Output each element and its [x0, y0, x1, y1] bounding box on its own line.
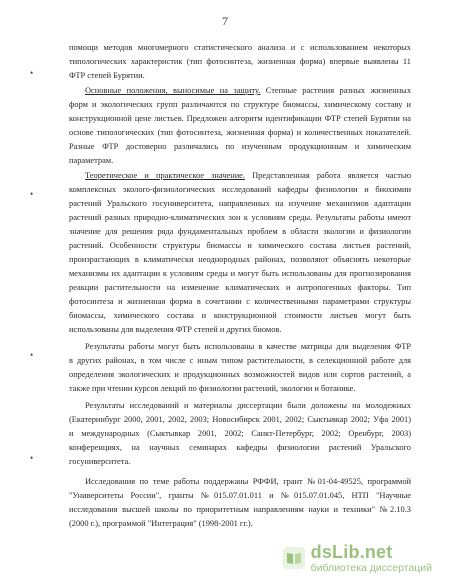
text-line: форм и экологических групп различаются по структуре биомассы, химическому составу и	[69, 100, 411, 109]
margin-bullet-icon: •	[30, 68, 34, 78]
text-line: ФТР степей Бурятии.	[69, 71, 145, 80]
text-line: параметрам.	[69, 156, 114, 165]
text-line: Результаты исследований и материалы диссертации были доложены на молодежных	[85, 401, 411, 410]
text-line: произрастающих в климатически неоднородных районах, позволяют объяснять некоторые	[69, 255, 411, 264]
heading-significance: Теоретическое и практическое значение.	[85, 171, 245, 180]
text-line: помощи методов многомерного статистического анализа и с использованием некоторых	[69, 43, 411, 52]
text-line: основе типологических (тип фотосинтеза, жизненная форма) и количественных показателей.	[69, 128, 411, 137]
text-line: растений Уральского госуниверситета, направленных на изучение механизмов адаптации	[69, 199, 411, 208]
text-line: исследования высшей школы по приоритетным направлениям науки и техники" №2.10.3	[69, 505, 411, 514]
page-number: 7	[222, 14, 228, 28]
text-line: типологических характеристик (тип фотосинтеза, жизненная форма) впервые выявлены 11	[69, 57, 411, 66]
text-line: биомассы, химического состава и конструкционной стоимости листьев могут быть	[69, 311, 411, 320]
text-line: также при чтении курсов лекций по физиологии растений, экологии и ботанике.	[69, 384, 356, 393]
text-line: конструкционной цене листьев. Предложен алгоритм идентификации ФТР степей Бурятии на	[69, 114, 411, 123]
text-line: комплексных эколого-физиологических исследований кафедры физиологии и биохимии	[69, 185, 411, 194]
text-line: определения экологических и продукционных возможностей видов или сортов растений, а	[69, 370, 411, 379]
text-line: растений разных природно-климатических зон к условиям среды. Результаты работы имеют	[69, 213, 411, 222]
watermark-brand: dsLib.net	[310, 541, 393, 562]
text-line: Результаты работы могут быть использованы в качестве матрицы для выделения ФТР	[85, 342, 411, 351]
text-segment: Степные растения разных жизненных	[260, 86, 411, 95]
text-line: конференциях, на научных семинарах кафедры физиологии растений Уральского	[69, 443, 411, 452]
text-line: использованы для выделения ФТР степей и других биомов.	[69, 325, 282, 334]
heading-defense: Основные положения, выносимые на защиту.	[85, 86, 261, 95]
text-line-heading-defense	[85, 85, 411, 97]
text-line: значение для решения ряда фундаментальных проблем в области экологии и физиологии	[69, 227, 411, 236]
text-line: Исследования по теме работы поддержаны РФФИ, грант №01-04-49525, программой	[85, 477, 411, 486]
text-line-heading-significance	[85, 170, 411, 182]
text-line: в других районах, в том числе с иным типом растительности, в селекционной работе для	[69, 356, 411, 365]
text-line: реакции растительности на изменение климатических и антропогенных факторы. Тип	[69, 283, 411, 292]
book-icon	[283, 547, 305, 569]
text-line: (Екатеринбург 2000, 2001, 2002, 2003; Новосибирск 2001, 2002; Сыктывкар 2002; Уфа 2001)	[69, 415, 411, 424]
text-line: растений. Особенности структуры биомассы и химического состава листьев растений,	[69, 241, 411, 250]
margin-bullet-icon: •	[30, 350, 34, 360]
text-segment: Представленная работа является частью	[245, 171, 411, 180]
text-line: Разные ФТР достоверно различались по изученным продукционным и химическим	[69, 142, 411, 151]
text-line: механизмы их адаптации к условиям среды и могут быть использованы для прогнозирования	[69, 269, 411, 278]
text-line: (2000 г.), программой "Интеграция" (1998-2001 гг.).	[69, 519, 253, 528]
text-line: и международных (Сыктывкар 2001, 2002; Санкт-Петербург, 2002; Оренбург, 2003)	[69, 429, 411, 438]
text-line: фотосинтеза и жизненная форма в сочетании с количественными параметрами структуры	[69, 297, 411, 306]
watermark[interactable]	[283, 543, 432, 573]
margin-bullet-icon: •	[30, 189, 34, 199]
text-line: "Университеты России", гранты №015.07.01.011 и №015.07.01.045, НТП "Научные	[69, 491, 411, 500]
watermark-subtitle: библиотека диссертаций	[310, 561, 432, 574]
margin-bullet-icon: •	[30, 453, 34, 463]
text-line: госуниверситета.	[69, 457, 131, 466]
